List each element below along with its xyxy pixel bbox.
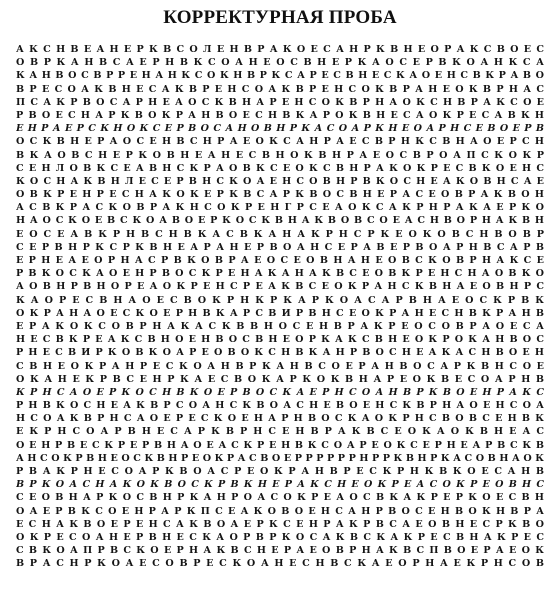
text-row: Р Н В К О С Н Е А К В Р С О А Н С К В О А С Н Е В О Е Н С К В Р Н А О Е Н С О А xyxy=(16,400,544,412)
text-row: О К Р Е С О А Н Е Р В Н Е С К А О Р В Р К О С А К В С К А К Р Е С В Н А К Р Е С xyxy=(16,531,544,543)
text-row: Р Н Е С В И Р К О В К О А Р Е О В О К С Н В К А Н Р В О С Н Е А К А С Н В О Е Н xyxy=(16,347,544,359)
text-row: А С В К Р А С К О В Р А К Н С О К Р Е Н Г Р С Е А О К С А К Р Н Р А К А Е Р К О xyxy=(16,202,544,214)
text-row: В Р Е С О А К В Н Е С А К В Р Е Н С О А К В Р Е Н С О К В Р А Н Е О К В Р Н А С xyxy=(16,83,544,95)
text-row: Е Р Н Е А Е О Р Н А С Р В К О В Р А Е О С Е О В Н А Н Е О В С К О В Р Н А К С Е xyxy=(16,255,544,266)
page-title: КОРРЕКТУРНАЯ ПРОБА xyxy=(163,7,397,28)
text-row: О Е Н Р В Е С К Р Е Р В Н А О Е А С К Р Е Н В К С О А Р Е О К С Е Р Н Е А Р В С К В xyxy=(16,439,544,451)
text-row: А Н С О К Р В Н Е О С К В Н Р Е О К Р А С В О Е Р Р Р Р Р Р Н Р Р К В Н Р К А С О В Н А О К xyxy=(16,452,544,464)
text-row: Н Е С В К Р Е А К С В Н О Е Н В О С В Н Е О Р К А К С В Н Е О К Р О К А Н В О С xyxy=(16,334,544,346)
text-row: С В К О А П Р В С К О Е Р Н А К В С Н Е Р А Е О В Р Н А К В С П В О Е Р А Е О К xyxy=(16,545,544,557)
text-row: С Е Р В Н Р К С Р К В Н Е А Р А Н Е Р В О А Н С Е Р А В Е Р В О А Р Н В С А Р В xyxy=(16,241,544,253)
text-row: П С А К Р В О С А Р Н Е А О С К В Н А Р Е Н С О К В Р Н А О К С Н В Р А К С О Е xyxy=(16,96,544,108)
text-row: А К С Н В Е А Н Е Р К В С О Л Е Н В Р А К О Е С А Н Р К В Н Е О Р А К С В О Е С xyxy=(16,44,544,55)
text-row: В Р К О А С Н А К О К В О С К Р В К Н Е Р А К С Н Е О К Р Е А С О К Р Е О В Н С xyxy=(16,479,544,491)
text-row: Е Р А К О К С О В Р Н А К А С К В В Н О С Е Н В Р А К Р Е О С О В Р А О Е С А xyxy=(16,320,544,332)
text-row: О А Е Р В К С О Е Н Р А Р К П С Е А К О В О Е Н С А Н Р В О С Е Н В О К Н В Р А xyxy=(16,505,544,517)
text-row: Е С Н А К В О Е Р Е Н С А К В О А Е Р К С Е Н Р А К Р В С А Е О В Н Е С Р К В О xyxy=(16,518,544,530)
text-row: О С К В Н Е Р А О С Е Н В С Н Р А Е О К С А Н Р А Е С В Р Н К С В Н А О Е Р С Н xyxy=(16,136,544,148)
text-row: О В Р К А Н В С А Е Р Н В К С О А Н Е О С В Н Е Р К А О С Е Р В К О А Н К С А xyxy=(16,57,544,69)
text-row: С Е О В Н А Р К О С В Н Р К А Н Р О А С О К Р Е А О С В К А К Р Е Р К О Е С В Н xyxy=(16,492,544,504)
text-row: Е О С Е А В К Р Н В С Н В К А С В К А Н А К Р Н С Р К Е О К О В С Н В О В Р xyxy=(16,228,544,240)
text-row: Р В О Е С Н А Р К В О К Р А Н В О Е С Н В К А Р О К В Н Е С А О К Р Е С А В К Н xyxy=(16,109,544,121)
text-row: В Р А С Н Р К О А Е С О В Р Е С К О А Н Е С Н В С К А Е О Р Н А Е К Р Н С О В xyxy=(16,558,544,570)
text-row: К А О Р Е С В Н А О Е С В О К Р Н К Р К А Р К О А С А Р В Н А Е О С К Р В К xyxy=(16,294,544,306)
text-row: Р В К О С К А О Е Н Р В О С К Р Е Н А К А Н А К В С Е О В К Р Е Н С Н А О В К О xyxy=(16,268,544,280)
text-row: О В К Р Е Н Р Е С Н А К О К Е Р К В С А Р К В О С В Н Е Р А С Е О В Р А К В О Н xyxy=(16,189,544,201)
text-row: Е Н Р А Е Р С К Н О К С Е Р В О С А Н О В Н Р К А С О А Р К Н Е О А Р Н С Е В О Е Р В xyxy=(16,123,544,135)
letter-grid xyxy=(16,43,544,571)
text-row: К А Н В О С В Р Р Е Н А Н К С О К Н В Р К С А Р Е С В Н Е С К А О Е Н С В К Р А В О xyxy=(16,70,544,82)
text-row: Н С О А К В Р Н С А О Е Р Е С К О Е Н А Р Н В О С К А О К Р Н С В О В С Е Н В К xyxy=(16,413,544,425)
text-row: К О С Н А К В Н Л Е С Е Р В Н С К О А Е Н С О В Н Р В К О С Н Е А К О В Н С А Е xyxy=(16,175,544,187)
text-row: О К Р А Н А О Е С К О Е Р Н В К А Р С В И Р В Н С Е О К Р А Н Е С Н В К Р А Н В xyxy=(16,307,544,319)
text-row: Е К Р Н С О А Р В Н Е С А Р К В Р Н С Е Н В Р А К В С Е О К А О К В Н Е А С xyxy=(16,426,544,438)
text-row: С Е Н Л О В К С Е А В Н С К Р А О В К С Е О К С В Н Р А К О К Р Е С В К О Е Н С xyxy=(16,162,544,174)
text-row: К Р Н С А О Е Р К О С Н В К О Е Р В О С К А Е Р Н С О А Н В Р К В О Е Н Р А К С xyxy=(16,386,544,398)
text-row: С В Н Е О К Р А Н Р Е С К О А Н В Р К А Н В С О Е Р А Н В О С А Р К В Н С О Е xyxy=(16,360,544,372)
text-row: Н А О С К О Е В С К О А В О Е Р К О С К В Н А К В О В С О Е А С Н В О Р Н А К В Н xyxy=(16,215,544,227)
text-row: Р В А К Р Н Е С О А Р К В О А С Р Е О К Р А Н В Р Е С К Р Н К В К О Е С А Н В xyxy=(16,466,544,477)
text-row: О К А Н Е К Р В С Е Н Р К А Е С В О К А Р К О К В Н А Р Е О К В Е С О А Р Н В xyxy=(16,373,544,385)
text-row: А О В Н Р В Н О Р Е А О К Р Е Н С Р Е А К В С Е О К Р А Н С К В Н А Е О В Н Р С xyxy=(16,281,544,293)
text-row: В К А О В С Н Е Р К О В Н Е А Н Е С В Н О К В Н Р А Е О С В Р О А П С К О К Р xyxy=(16,149,544,161)
